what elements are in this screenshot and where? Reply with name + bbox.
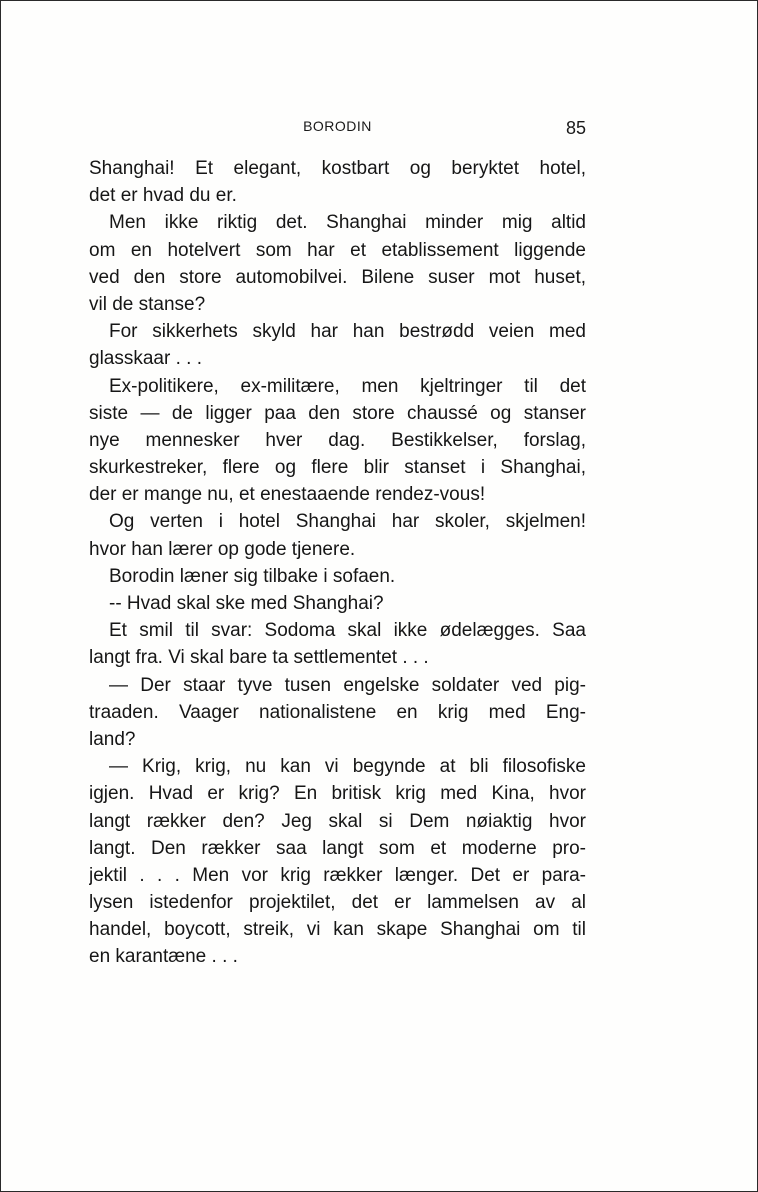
text-line: glasskaar . . . xyxy=(89,348,202,370)
page-header xyxy=(89,118,586,142)
text-line: jektil . . . Men vor krig rækker længer. Det er para- xyxy=(89,864,586,886)
text-line: For sikkerhets skyld har han bestrødd veien med xyxy=(109,321,586,343)
text-line: der er mange nu, et enestaaende rendez-vous! xyxy=(89,484,486,506)
text-line: handel, boycott, streik, vi kan skape Shanghai om til xyxy=(89,919,586,941)
text-line: langt. Den rækker saa langt som et moderne pro- xyxy=(89,837,586,859)
text-line: Ex-politikere, ex-militære, men kjeltringer til det xyxy=(109,375,586,397)
page-number: 85 xyxy=(565,118,586,138)
text-line: traaden. Vaager nationalistene en krig med Eng- xyxy=(89,701,586,723)
text-line: hvor han lærer op gode tjenere. xyxy=(89,538,356,560)
text-line: om en hotelvert som har et etablissement liggende xyxy=(89,239,586,261)
text-line: det er hvad du er. xyxy=(89,185,237,207)
running-title: BORODIN xyxy=(303,118,372,134)
text-line: skurkestreker, flere og flere blir stanset i Shanghai, xyxy=(89,457,586,479)
text-line: land? xyxy=(89,728,136,750)
text-line: ved den store automobilvei. Bilene suser mot huset, xyxy=(89,266,586,288)
text-line: nye mennesker hver dag. Bestikkelser, forslag, xyxy=(89,429,586,451)
text-line: Shanghai! Et elegant, kostbart og beryktet hotel, xyxy=(89,158,586,179)
body-text xyxy=(89,155,586,971)
text-line: lysen istedenfor projektilet, det er lammelsen av al xyxy=(89,892,586,914)
text-line: Et smil til svar: Sodoma skal ikke ødelægges. Saa xyxy=(109,620,586,642)
text-line: en karantæne . . . xyxy=(89,946,238,968)
text-line: igjen. Hvad er krig? En britisk krig med Kina, hvor xyxy=(89,783,586,805)
text-line: Men ikke riktig det. Shanghai minder mig altid xyxy=(109,212,586,234)
text-line: — Krig, krig, nu kan vi begynde at bli filosofiske xyxy=(109,756,586,778)
text-line: — Der staar tyve tusen engelske soldater ved pig- xyxy=(109,674,586,696)
text-line: siste — de ligger paa den store chaussé og stanser xyxy=(89,402,586,424)
text-line: Og verten i hotel Shanghai har skoler, skjelmen! xyxy=(109,511,586,533)
text-line: langt rækker den? Jeg skal si Dem nøiaktig hvor xyxy=(89,810,586,832)
text-line: langt fra. Vi skal bare ta settlementet . . . xyxy=(89,647,429,669)
text-line: Borodin læner sig tilbake i sofaen. xyxy=(109,565,396,587)
text-line: -- Hvad skal ske med Shanghai? xyxy=(109,593,384,614)
text-line: vil de stanse? xyxy=(89,293,206,315)
